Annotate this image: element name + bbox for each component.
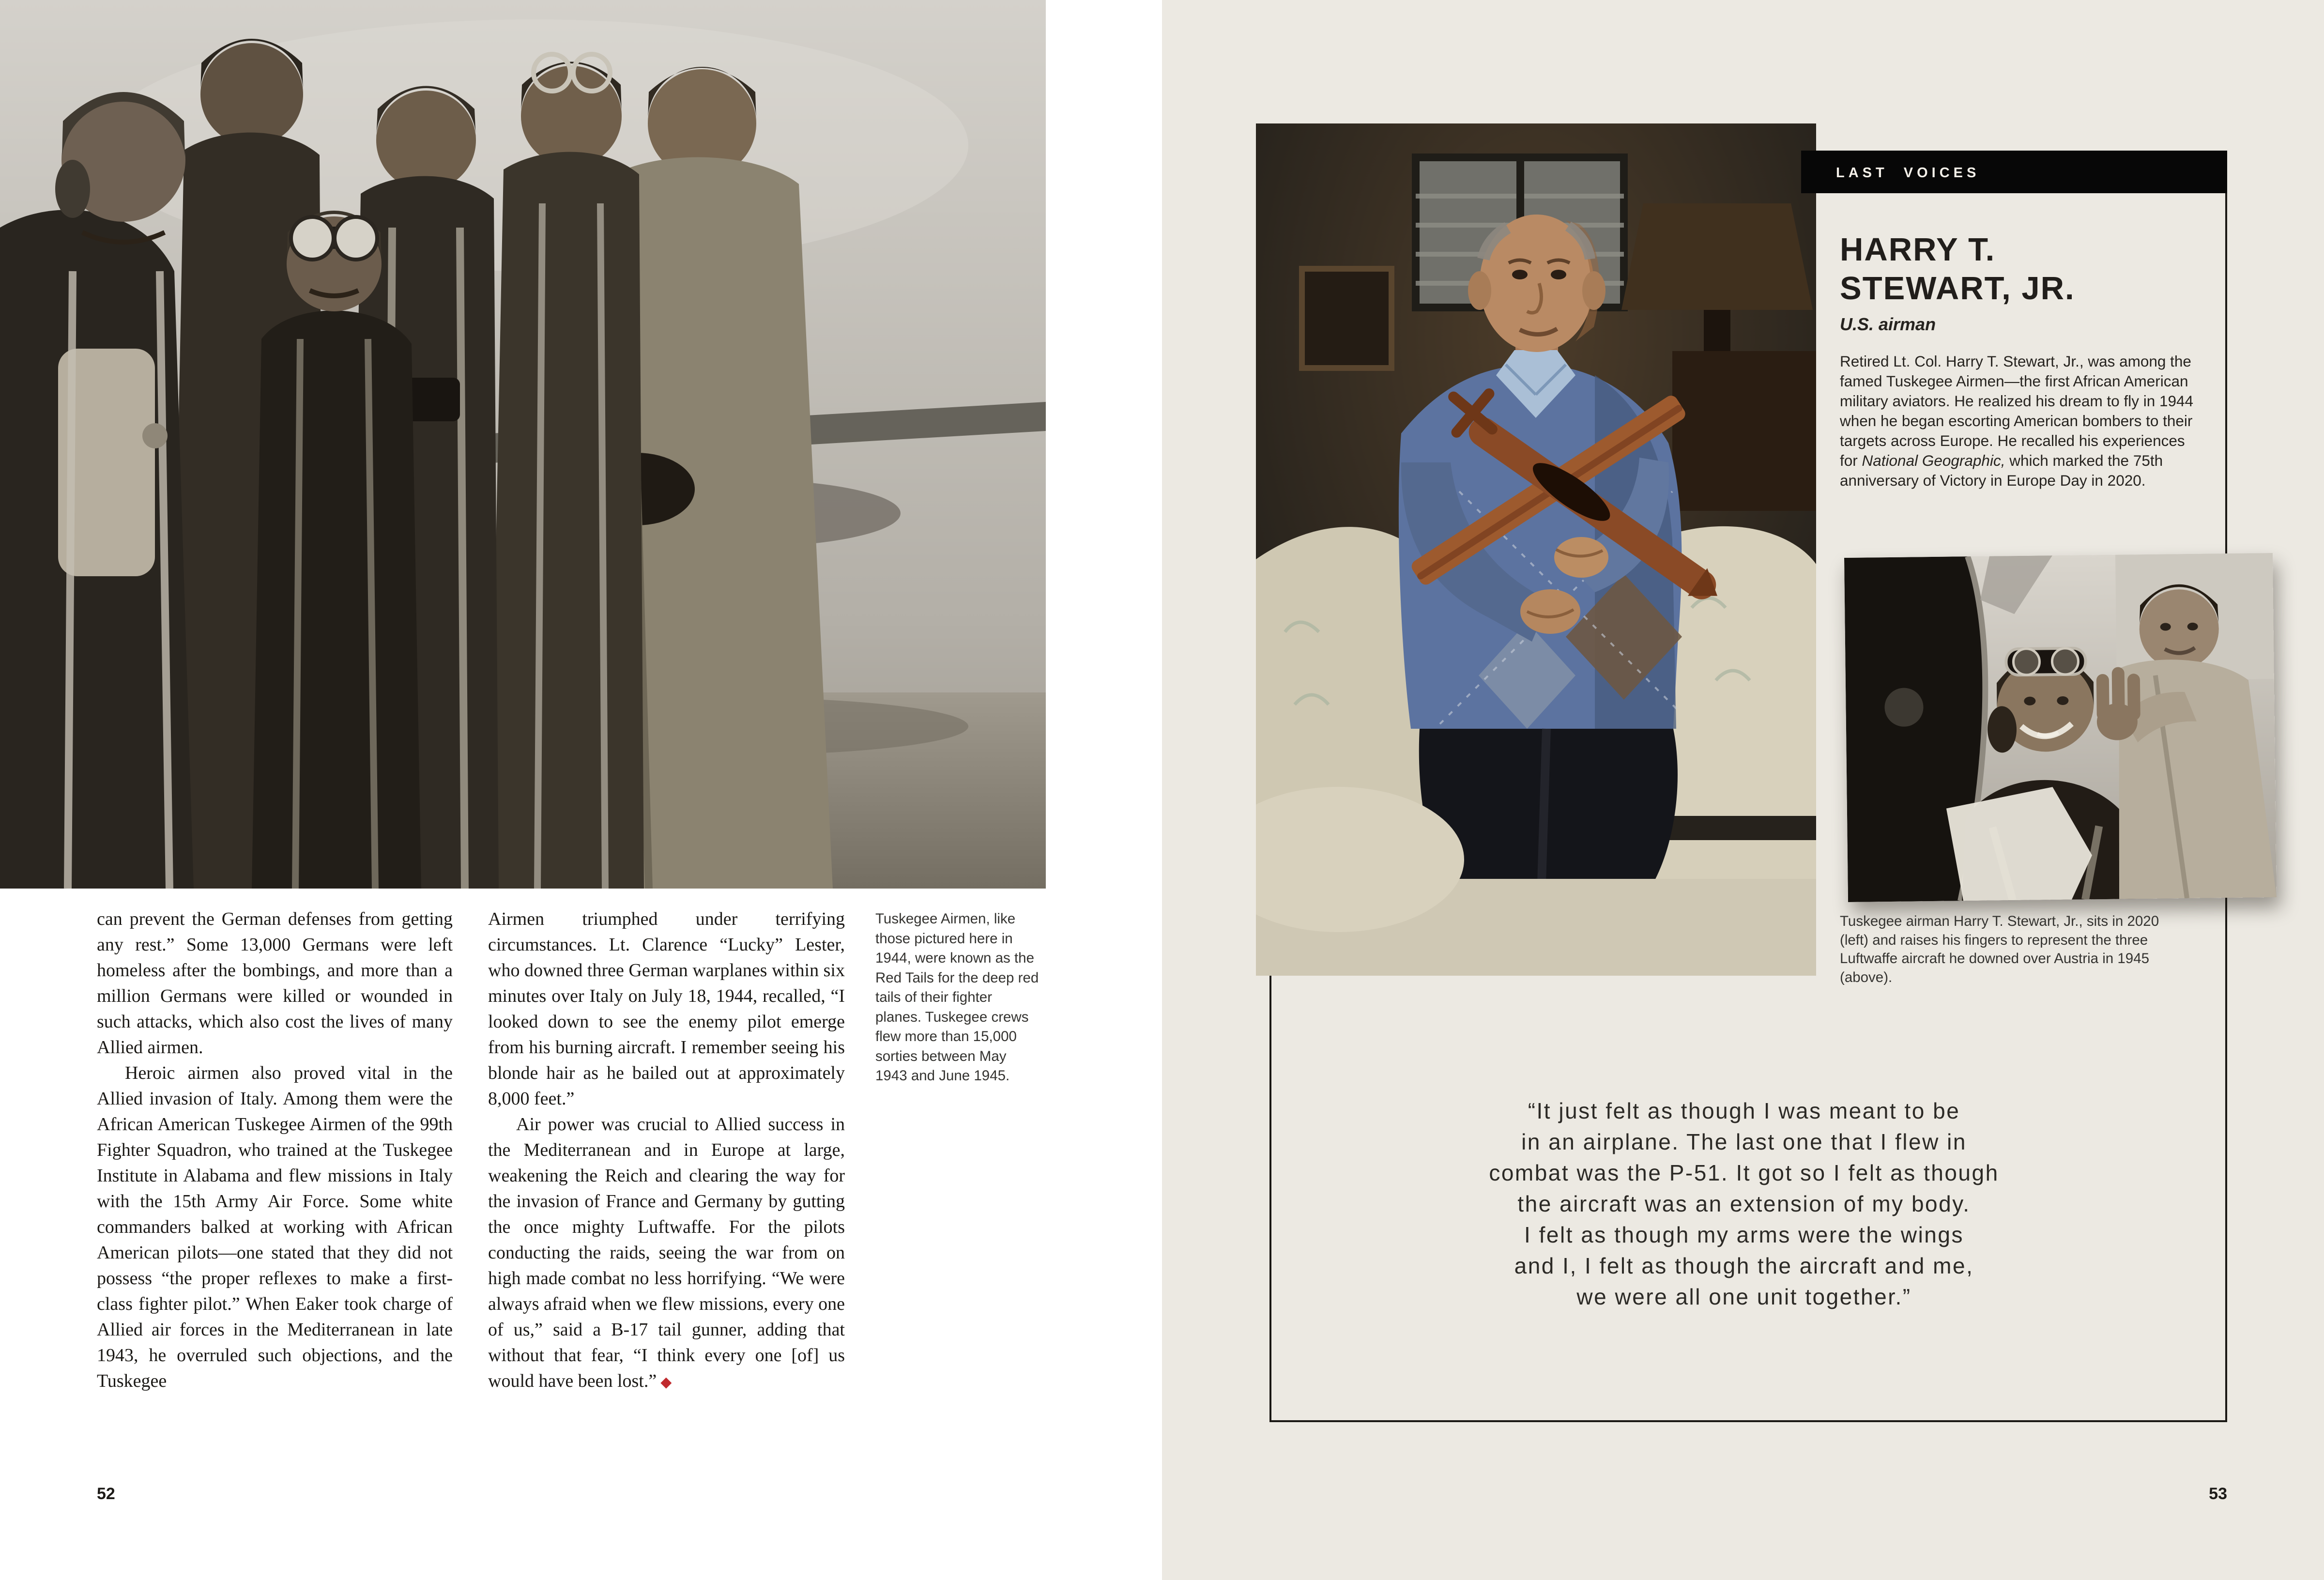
profile-name-line1: HARRY T. <box>1840 231 1996 268</box>
bio-text: Retired Lt. Col. Harry T. Stewart, Jr., was among the famed Tuskegee Airmen—the first African American military aviators. He realized his dream to fly in 1944 when he began escorting American bombers to their targets across Europe. He recalled his experiences for <box>1840 353 2194 469</box>
pull-quote-line: combat was the P-51. It got so I felt as though <box>1489 1160 1999 1185</box>
article-paragraph-text: Air power was crucial to Allied success in the Mediterranean and in Europe at large, weakening the Reich and clearing the way for the invasion of France and Germany by gutting the once mighty Luftwaffe. For the pilots conducting the raids, seeing the war from on high made combat no less horrifying. “We were always afraid when we flew missions, every one of us,” said a B-17 tail gunner, adding that without that fear, “I think every one [of] us would have been lost.” <box>488 1114 845 1391</box>
profile-role: U.S. airman <box>1840 314 1936 334</box>
harry-stewart-portrait-photo <box>1256 123 1816 976</box>
pull-quote <box>1308 1095 2180 1312</box>
portrait-illustration <box>1256 123 1816 976</box>
pull-quote-line: we were all one unit together.” <box>1576 1284 1911 1309</box>
article-column-1 <box>97 906 453 1394</box>
cockpit-illustration <box>1844 553 2277 902</box>
pull-quote-line: in an airplane. The last one that I flew in <box>1521 1129 1967 1154</box>
article-paragraph: can prevent the German defenses from getting any rest.” Some 13,000 Germans were left homeless after the bombings, and more than a million Germans were killed or wounded in such attacks, which also cost the lives of many Allied airmen. <box>97 909 453 1058</box>
kicker-bar <box>1801 151 2227 193</box>
profile-header <box>1840 230 2208 491</box>
kicker-label: LAST VOICES <box>1836 165 1980 181</box>
page-number-right: 53 <box>2209 1485 2227 1503</box>
article-paragraph <box>488 1112 845 1395</box>
profile-bio <box>1840 352 2202 491</box>
pull-quote-line: and I, I felt as though the aircraft and me, <box>1514 1253 1974 1278</box>
article-paragraph: Airmen triumphed under terrifying circumstances. Lt. Clarence “Lucky” Lester, who downed three German warplanes within six minutes over Italy on July 18, 1944, recalled, “I looked down to see the enemy pilot emerge from his burning aircraft. I remember seeing his blonde hair as he bailed out at approximately 8,000 feet.” <box>488 909 845 1109</box>
profile-name-line2: STEWART, JR. <box>1840 270 2075 307</box>
pull-quote-line: I felt as though my arms were the wings <box>1524 1222 1964 1247</box>
pull-quote-line: “It just felt as though I was meant to be <box>1528 1098 1960 1123</box>
article-end-diamond-icon: ◆ <box>660 1374 672 1390</box>
page-number-left: 52 <box>97 1485 115 1503</box>
group-photo-caption: Tuskegee Airmen, like those pictured here in 1944, were known as the Red Tails for the deep red tails of their fighter planes. Tuskegee crews flew more than 15,000 sorties between May 1943 and June 1945. <box>875 911 1039 1084</box>
stewart-cockpit-photo <box>1844 553 2277 902</box>
bio-italic-title: National Geographic, <box>1862 452 2005 469</box>
tuskegee-airmen-group-photo <box>0 0 1046 889</box>
article-paragraph: Heroic airmen also proved vital in the Allied invasion of Italy. Among them were the African American Tuskegee Airmen of the 99th Fighter Squadron, who trained at the Tuskegee Institute in Alabama and flew missions in Italy with the 15th Army Air Force. Some white commanders balked at working with African American pilots—one stated that they did not possess “the proper reflexes to make a first-class fighter pilot.” When Eaker took charge of Allied air forces in the Mediterranean in late 1943, he overruled such objections, and the Tuskegee <box>97 1063 453 1391</box>
bio-text: which marked the 75th anniversary of Victory in Europe Day in 2020. <box>1840 452 2163 489</box>
pull-quote-line: the aircraft was an extension of my body. <box>1517 1191 1971 1216</box>
cockpit-photo-caption: Tuskegee airman Harry T. Stewart, Jr., sits in 2020 (left) and raises his fingers to represent the three Luftwaffe aircraft he downed over Austria in 1945 (above). <box>1840 913 2159 985</box>
group-photo-illustration <box>0 0 1046 889</box>
article-column-2 <box>488 906 845 1395</box>
